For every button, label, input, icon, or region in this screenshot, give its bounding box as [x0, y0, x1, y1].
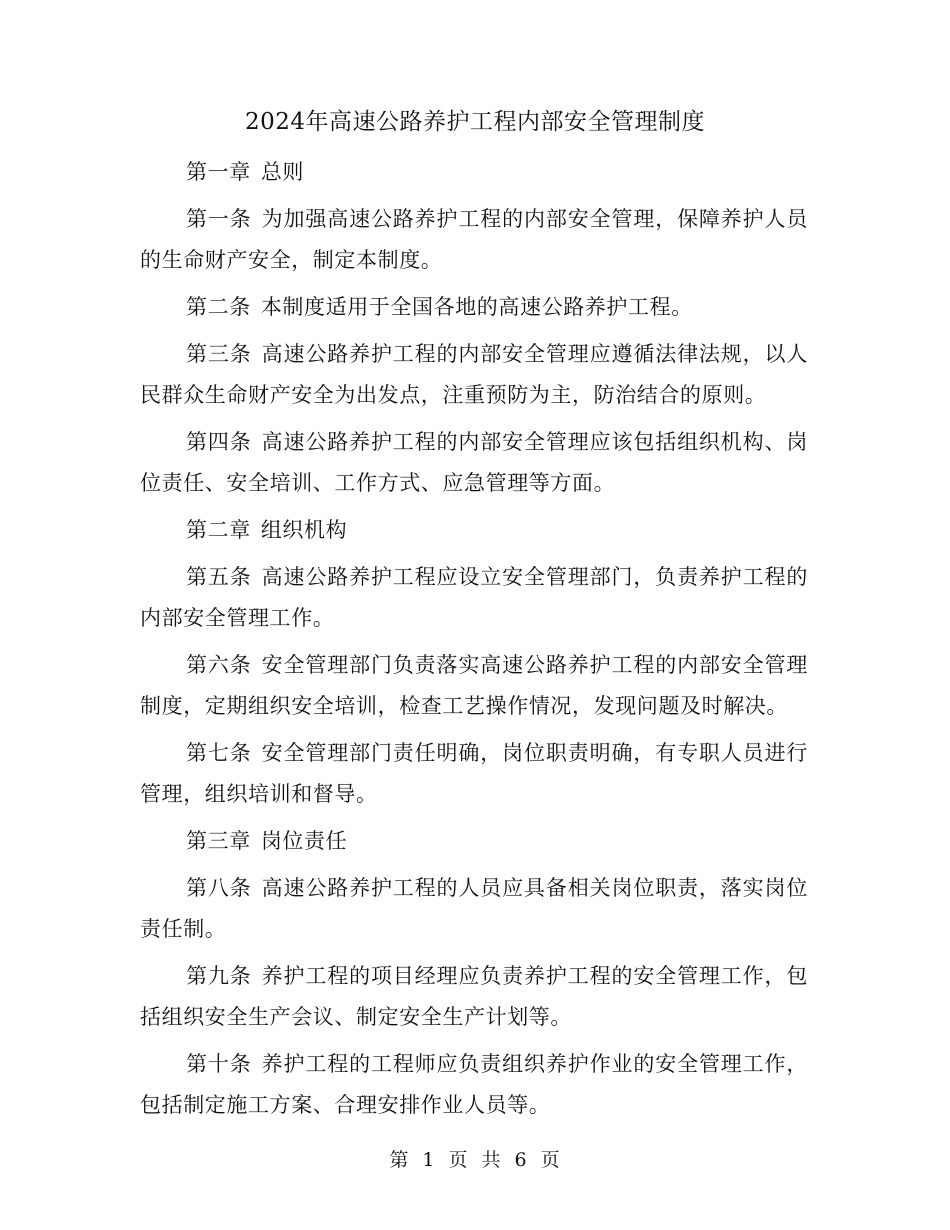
- paragraph-text: 高速公路养护工程的内部安全管理应该包括组织机构、岗位责任、安全培训、工作方式、应急管理等方面。: [140, 430, 808, 495]
- paragraph-label: 第三条: [186, 342, 252, 366]
- paragraph-label: 第六条: [186, 653, 252, 677]
- article-paragraph: [140, 733, 808, 815]
- paragraph-label: 第三章: [186, 829, 251, 853]
- article-paragraph: [140, 645, 808, 727]
- page-number-footer: 第 1 页 共 6 页: [389, 1149, 561, 1171]
- paragraph-label: 第一条: [186, 207, 252, 231]
- paragraph-label: 第七条: [186, 741, 252, 765]
- paragraph-text: 岗位责任: [260, 829, 348, 853]
- paragraph-text: 养护工程的工程师应负责组织养护作业的安全管理工作，包括制定施工方案、合理安排作业人员等。: [140, 1052, 808, 1117]
- paragraph-text: 本制度适用于全国各地的高速公路养护工程。: [260, 295, 693, 319]
- paragraph-label: 第十条: [186, 1052, 252, 1076]
- document-body: [140, 152, 808, 1132]
- paragraph-text: 安全管理部门负责落实高速公路养护工程的内部安全管理制度，定期组织安全培训，检查工艺操作情况，发现问题及时解决。: [140, 653, 808, 718]
- article-paragraph: [140, 956, 808, 1038]
- chapter-heading: [140, 510, 808, 551]
- article-paragraph: [140, 199, 808, 281]
- paragraph-text: 总则: [260, 160, 305, 184]
- paragraph-text: 为加强高速公路养护工程的内部安全管理，保障养护人员的生命财产安全，制定本制度。: [140, 207, 808, 272]
- paragraph-label: 第九条: [186, 964, 252, 988]
- article-paragraph: [140, 557, 808, 639]
- chapter-heading: [140, 152, 808, 193]
- document-title: 2024年高速公路养护工程内部安全管理制度: [244, 109, 706, 135]
- paragraph-text: 高速公路养护工程应设立安全管理部门，负责养护工程的内部安全管理工作。: [140, 565, 808, 630]
- paragraph-label: 第一章: [186, 160, 251, 184]
- article-paragraph: [140, 334, 808, 416]
- paragraph-label: 第八条: [186, 876, 252, 900]
- paragraph-text: 安全管理部门责任明确，岗位职责明确，有专职人员进行管理，组织培训和督导。: [140, 741, 808, 806]
- paragraph-text: 组织机构: [260, 518, 348, 542]
- article-paragraph: [140, 1044, 808, 1126]
- paragraph-label: 第二条: [186, 295, 251, 319]
- article-paragraph: [140, 422, 808, 504]
- paragraph-text: 高速公路养护工程的人员应具备相关岗位职责，落实岗位责任制。: [140, 876, 808, 941]
- paragraph-label: 第四条: [186, 430, 252, 454]
- paragraph-label: 第五条: [186, 565, 252, 589]
- article-paragraph: [140, 868, 808, 950]
- paragraph-label: 第二章: [186, 518, 251, 542]
- paragraph-text: 高速公路养护工程的内部安全管理应遵循法律法规，以人民群众生命财产安全为出发点，注重预防为主，防治结合的原则。: [140, 342, 808, 407]
- chapter-heading: [140, 821, 808, 862]
- paragraph-text: 养护工程的项目经理应负责养护工程的安全管理工作，包括组织安全生产会议、制定安全生产计划等。: [140, 964, 808, 1029]
- article-paragraph: [140, 287, 808, 328]
